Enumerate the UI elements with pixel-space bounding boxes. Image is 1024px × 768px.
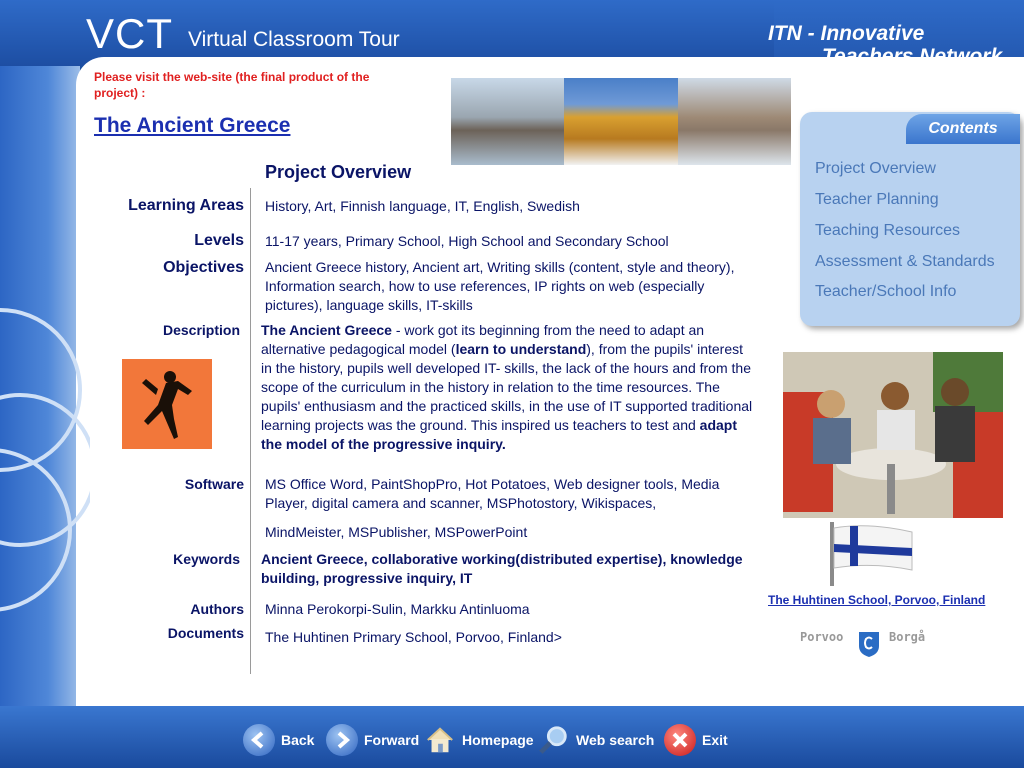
yellow-school-photo — [564, 78, 677, 165]
back-label: Back — [281, 732, 315, 748]
description-bold-3: adapt the model of the progressive inquiry. — [261, 417, 737, 452]
app-logo: VCT — [86, 10, 173, 57]
description-value — [261, 321, 755, 454]
label-description: Description — [162, 322, 240, 338]
app-subtitle: Virtual Classroom Tour — [188, 28, 400, 51]
description-text-1: - work got its beginning from the need to adapt an alternative pedagogical model ( — [261, 322, 705, 357]
header-photos — [451, 78, 791, 165]
contents-teacher-planning[interactable]: Teacher Planning — [815, 191, 939, 208]
keywords-value: Ancient Greece, collaborative working(distributed expertise), knowledge building, progressive inquiry, IT — [261, 551, 743, 586]
exit-button[interactable] — [664, 722, 728, 758]
label-keywords: Keywords — [173, 551, 240, 567]
software-value — [265, 475, 759, 542]
web-search-button[interactable] — [538, 722, 654, 758]
decorative-rings — [0, 270, 90, 640]
winter-river-photo — [451, 78, 564, 165]
ancient-greece-link[interactable]: The Ancient Greece — [94, 114, 291, 137]
porvoo-crest-icon — [857, 630, 881, 658]
org-title-line2: Teachers Network — [822, 45, 1003, 68]
magnifier-icon — [538, 724, 570, 756]
back-button[interactable] — [243, 722, 314, 758]
authors-value: Minna Perokorpi-Sulin, Markku Antinluoma — [265, 601, 530, 617]
homepage-label: Homepage — [462, 732, 534, 748]
org-title-line1: ITN - Innovative — [768, 22, 925, 45]
contents-tab: Contents — [906, 114, 1020, 144]
web-search-label: Web search — [576, 732, 655, 748]
label-documents: Documents — [167, 625, 244, 641]
learning-areas-value: History, Art, Finnish language, IT, English, Swedish — [265, 198, 580, 214]
home-icon — [424, 724, 456, 756]
contents-assessment-standards[interactable]: Assessment & Standards — [815, 253, 995, 270]
exit-label: Exit — [702, 732, 728, 748]
description-bold-1: The Ancient Greece — [261, 322, 392, 338]
contents-project-overview[interactable]: Project Overview — [815, 160, 936, 177]
label-levels: Levels — [194, 232, 244, 249]
label-objectives: Objectives — [163, 259, 244, 276]
huhtinen-school-link[interactable]: The Huhtinen School, Porvoo, Finland — [768, 593, 986, 607]
documents-value: The Huhtinen Primary School, Porvoo, Finland> — [265, 629, 562, 645]
students-reading-photo — [783, 352, 1003, 518]
contents-teacher-school-info[interactable]: Teacher/School Info — [815, 283, 957, 300]
overview-title: Project Overview — [265, 162, 412, 182]
description-text-2: ), from the pupils' interest in the history, pupils well developed IT- skills, the lack of the hours and from the scope of the curriculum in the history in relation to the time resources. The pupils' enthusiasm and the practiced skills, in the use of IT supported traditional learning projects was the ground. This inspired us teachers to test and — [261, 341, 753, 433]
levels-value: 11-17 years, Primary School, High School and Secondary School — [265, 233, 669, 249]
software-line-1: MS Office Word, PaintShopPro, Hot Potatoes, Web designer tools, Media Player, digital camera and scanner, MSPhotostory, Wikispaces, — [265, 476, 720, 511]
city-logo-left: Porvoo — [800, 630, 844, 644]
exit-x-icon — [664, 724, 696, 756]
description-bold-2: learn to understand — [455, 341, 587, 357]
snowy-riverside-photo — [678, 78, 791, 165]
contents-teaching-resources[interactable]: Teaching Resources — [815, 222, 960, 239]
finland-flag-icon — [828, 520, 918, 588]
forward-label: Forward — [364, 732, 420, 748]
greek-runner-image — [122, 359, 212, 449]
label-learning-areas: Learning Areas — [128, 197, 244, 214]
forward-button[interactable] — [326, 722, 419, 758]
label-software: Software — [184, 476, 244, 492]
forward-arrow-icon — [326, 724, 358, 756]
software-line-2: MindMeister, MSPublisher, MSPowerPoint — [265, 524, 528, 540]
objectives-value: Ancient Greece history, Ancient art, Writing skills (content, style and theory), Information search, how to use references, IP rights on web (especially pictures), language skills, IT-skills — [265, 259, 735, 313]
column-divider — [250, 188, 251, 674]
visit-note: Please visit the web-site (the final product of the project) : — [94, 70, 370, 100]
homepage-button[interactable] — [424, 722, 534, 758]
back-arrow-icon — [243, 724, 275, 756]
label-authors: Authors — [190, 601, 244, 617]
city-logo-right: Borgå — [889, 630, 926, 644]
